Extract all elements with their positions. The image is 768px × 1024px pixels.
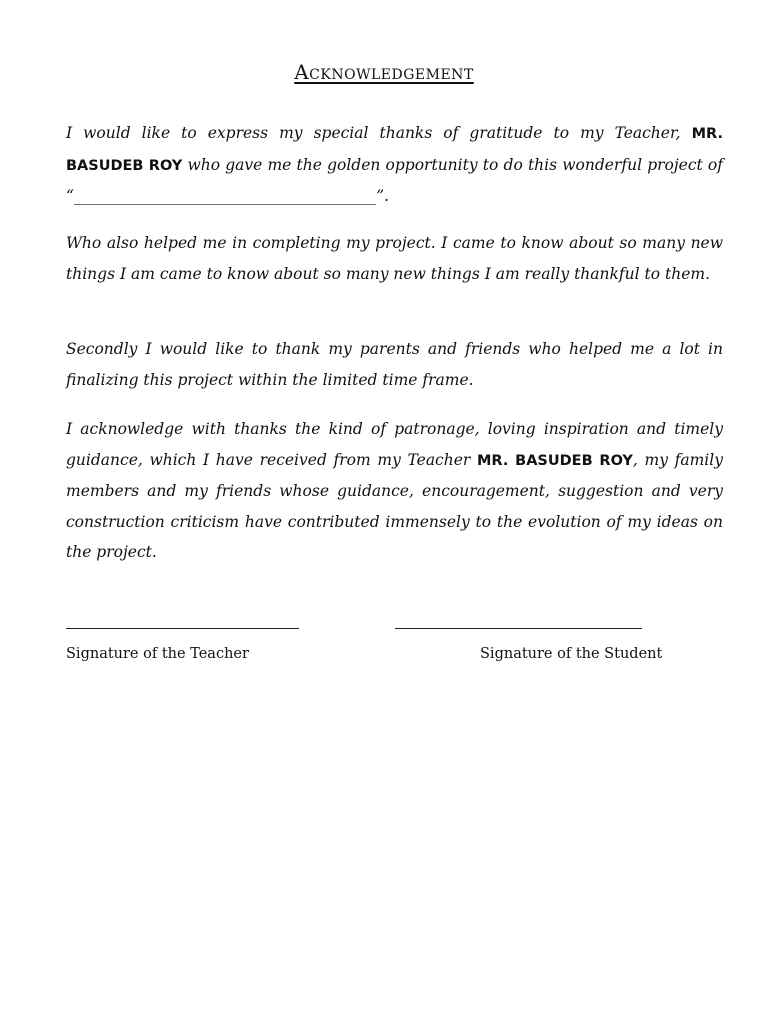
paragraph-help: [66, 228, 723, 289]
paragraph-text: I acknowledge with thanks the kind of patronage, loving inspiration and timely guidance, which I have received from my Teacher: [66, 420, 723, 469]
paragraph-thanks-teacher: [66, 118, 723, 212]
student-signature-label: Signature of the Student: [480, 646, 663, 662]
paragraph-acknowledge: [66, 414, 723, 568]
teacher-name: MR. BASUDEB ROY: [66, 126, 723, 174]
paragraph-text: Secondly I would like to thank my parents and friends who helped me a lot in finalizing this project within the limited time frame.: [66, 340, 723, 389]
student-signature-line: [395, 628, 642, 629]
paragraph-text: I would like to express my special thanks of gratitude to my Teacher,: [66, 124, 692, 142]
teacher-signature-label: Signature of the Teacher: [66, 646, 249, 662]
paragraph-text: Who also helped me in completing my project. I came to know about so many new things I am came to know about so many new things I am really thankful to them.: [66, 234, 723, 283]
paragraph-parents-friends: [66, 334, 723, 395]
teacher-name: MR. BASUDEB ROY: [476, 452, 633, 469]
paragraph-text: who gave me the golden opportunity to do this wonderful project of “_______________________________________”.: [66, 155, 723, 205]
paragraph-text: , my family members and my friends whose guidance, encouragement, suggestion and very construction criticism have contributed immensely to the evolution of my ideas on the project.: [66, 450, 723, 561]
teacher-signature-line: [66, 628, 299, 629]
page-title: Acknowledgement: [294, 60, 474, 84]
